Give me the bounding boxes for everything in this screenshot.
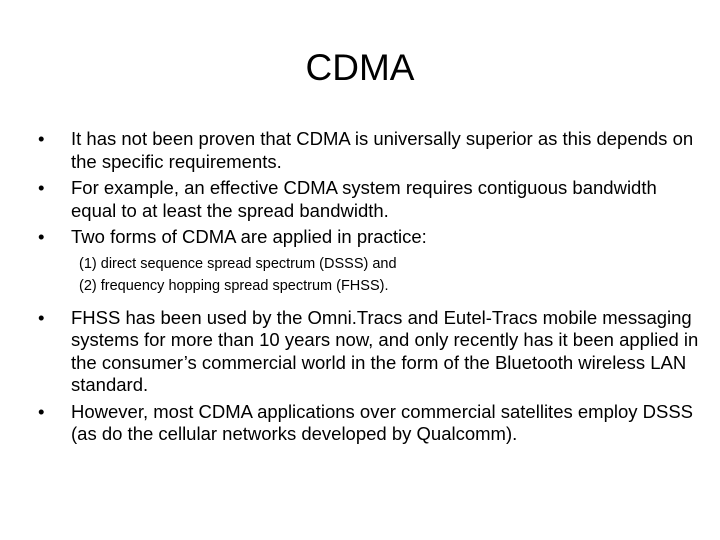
bullet-text: For example, an effective CDMA system requires contiguous bandwidth equal to at least the spread bandwidth.: [71, 177, 657, 221]
bullet-text: It has not been proven that CDMA is universally superior as this depends on the specific requirements.: [71, 128, 694, 172]
sub-list: [36, 253, 706, 297]
bullet-item: [36, 128, 706, 173]
bullet-dot-icon: •: [38, 128, 45, 149]
sub-list-container: [36, 253, 706, 297]
bullet-item: [36, 401, 706, 446]
bullet-text: Two forms of CDMA are applied in practice:: [71, 226, 427, 247]
bullet-list: [36, 128, 706, 450]
bullet-text: FHSS has been used by the Omni.Tracs and Eutel-Tracs mobile messaging systems for more than 10 years now, and only recently has it been applied in the consumer’s commercial world in the form of the Bluetooth wireless LAN standard.: [71, 306, 699, 395]
bullet-item: [36, 177, 706, 222]
slide-title: CDMA: [305, 47, 415, 88]
bullet-item: [36, 307, 706, 397]
bullet-dot-icon: •: [38, 306, 45, 328]
bullet-dot-icon: •: [38, 177, 45, 198]
sub-item: (2) frequency hopping spread spectrum (FHSS).: [79, 277, 389, 294]
sub-item: (1) direct sequence spread spectrum (DSSS) and: [79, 255, 397, 272]
bullet-dot-icon: •: [38, 400, 45, 422]
bullet-item: [36, 226, 706, 249]
bullet-dot-icon: •: [38, 226, 45, 247]
bullet-text: However, most CDMA applications over commercial satellites employ DSSS (as do the cellular networks developed by Qualcomm).: [71, 400, 694, 444]
